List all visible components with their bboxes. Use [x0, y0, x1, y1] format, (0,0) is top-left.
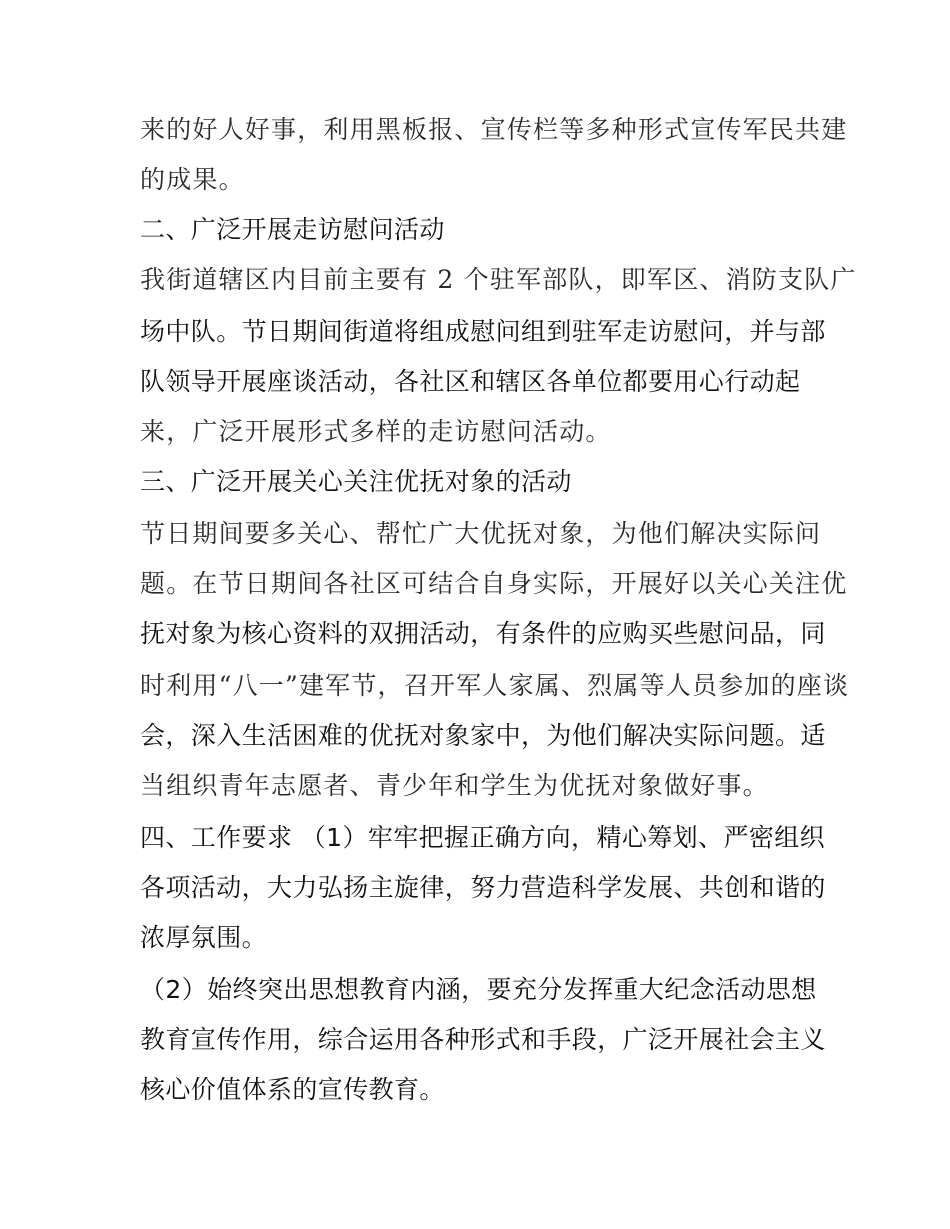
body-text-line: 浓厚氛围。	[140, 923, 268, 952]
body-text-line: 队领导开展座谈活动，各社区和辖区各单位都要用心行动起	[140, 367, 801, 396]
section-heading-3: 三、广泛开展关心关注优抚对象的活动	[140, 467, 572, 496]
body-text-line: 的成果。	[140, 165, 245, 194]
body-text-line: 时利用“八一”建军节，召开军人家属、烈属等人员参加的座谈	[140, 671, 850, 700]
body-text-line: 当组织青年志愿者、青少年和学生为优抚对象做好事。	[140, 771, 769, 800]
body-text-line: 场中队。节日期间街道将组成慰问组到驻军走访慰问，并与部	[140, 317, 826, 346]
body-text-line: 节日期间要多关心、帮忙广大优抚对象，为他们解决实际问	[140, 519, 822, 548]
body-text-line: 核心价值体系的宣传教育。	[140, 1075, 445, 1104]
section-heading-2: 二、广泛开展走访慰问活动	[140, 215, 445, 244]
body-text-line: （2）始终突出思想教育内涵，要充分发挥重大纪念活动思想	[140, 975, 817, 1004]
body-text-line: 抚对象为核心资料的双拥活动，有条件的应购买些慰问品，同	[140, 619, 826, 648]
body-text-line: 教育宣传作用，综合运用各种形式和手段，广泛开展社会主义	[140, 1025, 826, 1054]
section-heading-4: 四、工作要求 （1）牢牢把握正确方向，精心筹划、严密组织	[140, 823, 826, 852]
body-text-line: 题。在节日期间各社区可结合自身实际，开展好以关心关注优	[140, 569, 848, 598]
body-text-line: 会，深入生活困难的优抚对象家中，为他们解决实际问题。适	[140, 721, 826, 750]
body-text-line: 来的好人好事，利用黑板报、宣传栏等多种形式宣传军民共建	[140, 115, 848, 144]
body-text-line: 各项活动，大力弘扬主旋律，努力营造科学发展、共创和谐的	[140, 873, 826, 902]
body-text-line: 我街道辖区内目前主要有 2 个驻军部队，即军区、消防支队广	[140, 265, 857, 294]
body-text-line: 来，广泛开展形式多样的走访慰问活动。	[140, 417, 612, 446]
